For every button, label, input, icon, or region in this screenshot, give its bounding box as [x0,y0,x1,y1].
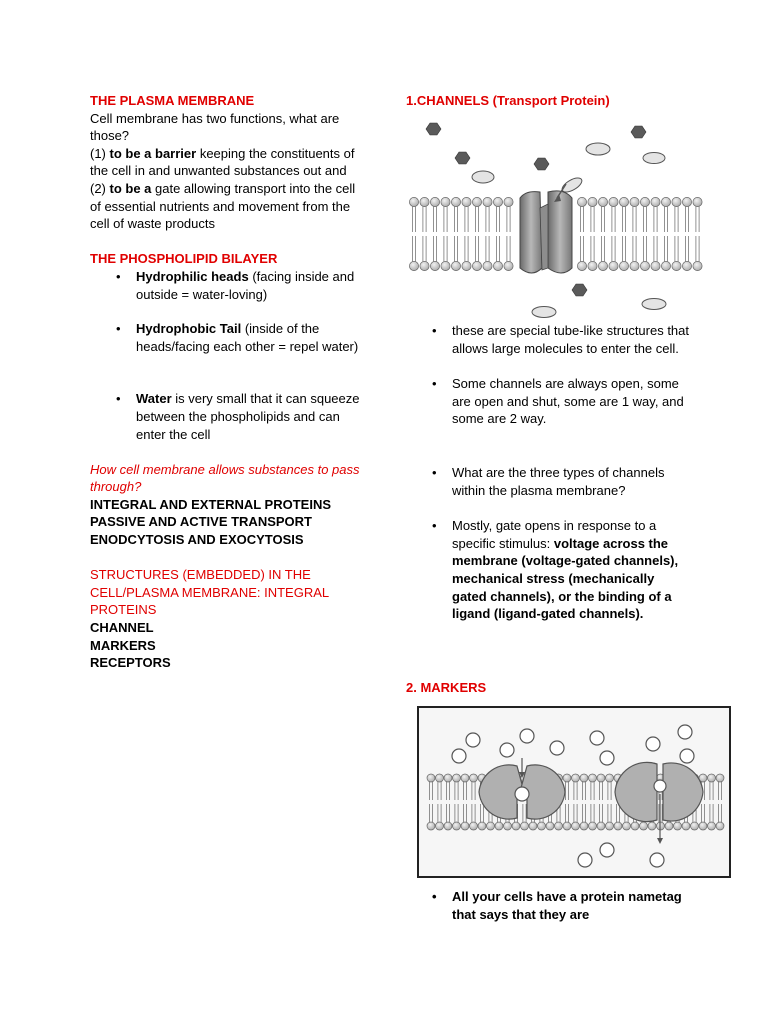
phospholipid-head [436,774,444,782]
phospholipid-head [631,822,639,830]
phospholipid-head [651,261,660,270]
phospholipid-head [546,822,554,830]
phospholipid-head [453,774,461,782]
function-2-bold: to be a [109,180,152,196]
phospholipid-head [572,774,580,782]
phospholipid-head [716,822,724,830]
list-item [136,320,362,355]
markers-bullets [452,888,682,923]
phospholipid-head [708,822,716,830]
function-1-rest: keeping the constituents of the cell in and unwanted substances out and [90,145,355,179]
phospholipid-head [441,197,450,206]
phospholipid-head [588,261,597,270]
method-3: ENODCYTOSIS AND EXOCYTOSIS [90,532,304,548]
phospholipid-head [495,822,503,830]
list-item: • What are the three types of channels within the plasma membrane? [452,464,692,499]
phospholipid-head [470,822,478,830]
structure-1: CHANNEL [90,620,154,636]
bullet-bold: Hydrophobic Tail [136,321,242,337]
function-1 [90,145,362,180]
phospholipid-head [651,197,660,206]
phospholipid-head [598,197,607,206]
question-text: How cell membrane allows substances to pass through? [90,461,360,495]
gate-bold: voltage across the membrane (voltage-gated channels), mechanical stress (mechanically gated channels), or the binding of a ligand (ligand-gated channels). [452,535,679,622]
bilayer-title: THE PHOSPHOLIPID BILAYER [90,251,278,267]
phospholipid-head [461,822,469,830]
method-2: PASSIVE AND ACTIVE TRANSPORT [90,514,312,530]
structures-title: STRUCTURES (EMBEDDED) IN THE CELL/PLASMA MEMBRANE: INTEGRAL PROTEINS [90,567,329,618]
phospholipid-head [470,774,478,782]
phospholipid-head [661,261,670,270]
phospholipid-head [472,261,481,270]
function-1-bold: to be a barrier [109,145,197,161]
phospholipid-head [588,197,597,206]
bullet-rest: is very small that it can squeeze between the phospholipids and can enter the cell [136,391,360,442]
phospholipid-head [674,822,682,830]
phospholipid-head [504,822,512,830]
phospholipid-head [693,197,702,206]
phospholipid-head [441,261,450,270]
phospholipid-head [619,197,628,206]
phospholipid-head [483,261,492,270]
structure-3: RECEPTORS [90,655,171,671]
phospholipid-head [493,197,502,206]
phospholipid-head [420,261,429,270]
gate-intro: Mostly, gate opens in response to a specific stimulus: [452,518,657,551]
phospholipid-head [623,822,631,830]
phospholipid-head [444,822,452,830]
structure-2: MARKERS [90,637,156,653]
phospholipid-head [640,822,648,830]
phospholipid-head [589,822,597,830]
phospholipid-head [555,822,563,830]
phospholipid-head [672,197,681,206]
phospholipid-head [427,822,435,830]
phospholipid-head [420,197,429,206]
phospholipid-head [716,774,724,782]
bullet-bold: Hydrophilic heads [136,268,249,284]
phospholipid-head [451,197,460,206]
channels-title: 1.CHANNELS (Transport Protein) [406,93,610,108]
phospholipid-head [640,197,649,206]
phospholipid-head [606,822,614,830]
phospholipid-head [609,197,618,206]
phospholipid-head [589,774,597,782]
method-1: INTEGRAL AND EXTERNAL PROTEINS [90,496,332,512]
bullet-rest: (facing inside and outside = water-loving) [136,268,355,302]
phospholipid-head [409,197,418,206]
channel-bullets [452,322,692,623]
phospholipid-head [538,822,546,830]
phospholipid-head [430,197,439,206]
phospholipid-head [572,822,580,830]
phospholipid-head [630,197,639,206]
phospholipid-head [493,261,502,270]
phospholipid-head [708,774,716,782]
phospholipid-head [504,197,513,206]
right-column [406,92,706,110]
phospholipid-head [577,261,586,270]
function-2-num: (2) [90,180,110,196]
phospholipid-head [563,774,571,782]
list-item [452,517,692,623]
phospholipid-head [648,822,656,830]
channel-protein [520,184,572,273]
list-item: • these are special tube-like structures that allows large molecules to enter the cell. [452,322,692,357]
phospholipid-head [461,774,469,782]
phospholipid-head [619,261,628,270]
phospholipid-head [609,261,618,270]
phospholipid-head [691,822,699,830]
bullet-rest: (inside of the heads/facing each other = repel water) [136,321,359,354]
phospholipid-head [580,822,588,830]
phospholipid-head [436,822,444,830]
phospholipid-head [453,822,461,830]
phospholipid-head [597,822,605,830]
phospholipid-head [427,774,435,782]
phospholipid-head [504,261,513,270]
phospholipid-head [597,774,605,782]
phospholipid-head [478,822,486,830]
phospholipid-head [580,774,588,782]
function-2-rest: gate allowing transport into the cell of essential nutrients and movement from the cell of waste products [90,180,356,232]
phospholipid-head [487,822,495,830]
phospholipid-head [630,261,639,270]
phospholipid-head [682,261,691,270]
list-item: • All your cells have a protein nametag that says that they are [452,888,682,923]
phospholipid-head [462,197,471,206]
markers-diagram [417,706,731,878]
phospholipid-head [699,822,707,830]
bullet-bold: Water [136,391,172,407]
phospholipid-head [577,197,586,206]
bilayer-list [136,268,362,443]
phospholipid-head [682,197,691,206]
plasma-membrane-title: THE PLASMA MEMBRANE [90,93,255,108]
phospholipid-head [444,774,452,782]
channel-protein-diagram [408,118,704,324]
phospholipid-head [563,822,571,830]
phospholipid-head [529,822,537,830]
phospholipid-head [682,822,690,830]
intro-text: Cell membrane has two functions, what are those? [90,110,340,144]
markers-title: 2. MARKERS [406,680,487,695]
phospholipid-head [409,261,418,270]
phospholipid-head [614,822,622,830]
phospholipid-head [472,197,481,206]
phospholipid-head [672,261,681,270]
list-item: • Some channels are always open, some are open and shut, some are 1 way, and some are 2 way. [452,375,692,428]
phospholipid-head [661,197,670,206]
phospholipid-head [640,261,649,270]
left-column [90,92,362,672]
list-item [136,390,362,443]
phospholipid-head [451,261,460,270]
function-2 [90,180,362,233]
phospholipid-head [462,261,471,270]
list-item [136,268,362,303]
phospholipid-head [606,774,614,782]
phospholipid-head [693,261,702,270]
phospholipid-head [665,822,673,830]
function-1-num: (1) [90,145,110,161]
phospholipid-head [521,822,529,830]
phospholipid-head [483,197,492,206]
phospholipid-head [430,261,439,270]
phospholipid-head [598,261,607,270]
phospholipid-head [512,822,520,830]
